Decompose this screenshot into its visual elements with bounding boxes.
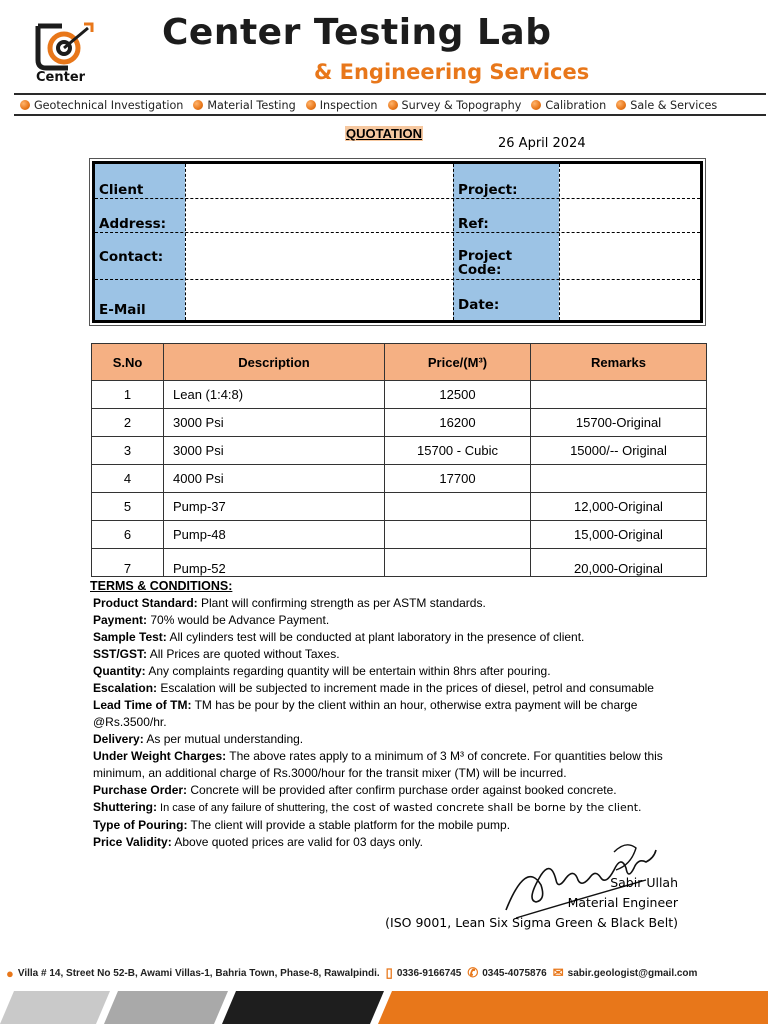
- cell-description: Lean (1:4:8): [164, 381, 385, 409]
- column-header: S.No: [92, 344, 164, 381]
- cell-sno: 3: [92, 437, 164, 465]
- term-type-of-pouring: Type of Pouring: The client will provide a stable platform for the mobile pump.: [93, 818, 511, 832]
- email-icon: ✉: [552, 965, 564, 980]
- footer-phone-1: 0336-9166745: [396, 967, 462, 979]
- grid-line: [185, 164, 186, 320]
- cell-price: 17700: [385, 465, 531, 493]
- cell-description: 3000 Psi: [164, 409, 385, 437]
- footer-contact-bar: [0, 962, 768, 984]
- cell-remarks: 12,000-Original: [531, 493, 707, 521]
- term-sample-test: Sample Test: All cylinders test will be conducted at plant laboratory in the presence of client.: [93, 630, 585, 644]
- whatsapp-icon: ✆: [467, 965, 479, 980]
- mobile-phone-icon: ▯: [385, 965, 393, 980]
- term-price-validity: Price Validity: Above quoted prices are valid for 03 days only.: [93, 835, 423, 849]
- grid-line: [453, 164, 454, 320]
- grid-line: [95, 232, 700, 233]
- cell-description: Pump-48: [164, 521, 385, 549]
- cell-price: 15700 - Cubic: [385, 437, 531, 465]
- terms-title: TERMS & CONDITIONS:: [90, 579, 233, 593]
- bullet-icon: [306, 100, 316, 110]
- bullet-icon: [531, 100, 541, 110]
- company-subtitle: & Engineering Services: [314, 60, 590, 84]
- term-lead-time: Lead Time of TM: TM has be pour by the client within an hour, otherwise extra payment will be charge @Rs.3500/hr.: [93, 698, 638, 729]
- logo-text: Center: [36, 70, 86, 85]
- cell-remarks: 15,000-Original: [531, 521, 707, 549]
- bullet-icon: [193, 100, 203, 110]
- ref-label: Ref:: [458, 216, 489, 232]
- project-code-label: Project Code:: [458, 248, 513, 278]
- document-title: QUOTATION: [345, 126, 423, 141]
- term-quantity: Quantity: Any complaints regarding quantity will be entertain within 8hrs after pouring.: [93, 664, 551, 678]
- project-label: Project:: [458, 182, 518, 198]
- footer-decorative-bars: [0, 991, 768, 1024]
- header-divider: [14, 114, 766, 116]
- cell-sno: 4: [92, 465, 164, 493]
- client-info-box: [92, 161, 703, 323]
- client-label: Client: [99, 182, 144, 198]
- grid-line: [95, 279, 700, 280]
- cell-sno: 7: [92, 549, 164, 577]
- grid-line: [95, 198, 700, 199]
- table-row: [92, 493, 707, 521]
- company-name: Center Testing Lab: [162, 12, 552, 53]
- table-row: [92, 437, 707, 465]
- term-sst-gst: SST/GST: All Prices are quoted without Taxes.: [93, 647, 340, 661]
- price-table: [91, 343, 707, 577]
- service-item: Geotechnical Investigation: [20, 99, 183, 112]
- cell-price: 12500: [385, 381, 531, 409]
- cell-price: 16200: [385, 409, 531, 437]
- cell-sno: 5: [92, 493, 164, 521]
- table-row: [92, 465, 707, 493]
- bullet-icon: [388, 100, 398, 110]
- cell-sno: 1: [92, 381, 164, 409]
- cell-description: Pump-37: [164, 493, 385, 521]
- signatory-name: Sabir Ullah: [610, 875, 678, 890]
- cell-remarks: [531, 465, 707, 493]
- bullet-icon: [616, 100, 626, 110]
- term-under-weight: Under Weight Charges: The above rates apply to a minimum of 3 M³ of concrete. For quantities below this minimum, an additional charge of Rs.3000/hour for the transit mixer (TM) will be incurred.: [93, 749, 663, 780]
- cell-sno: 6: [92, 521, 164, 549]
- signatory-credentials: (ISO 9001, Lean Six Sigma Green & Black Belt): [385, 915, 678, 930]
- cell-sno: 2: [92, 409, 164, 437]
- service-item: Inspection: [306, 99, 378, 112]
- service-item: Material Testing: [193, 99, 295, 112]
- cell-remarks: 20,000-Original: [531, 549, 707, 577]
- services-strip: [20, 97, 766, 113]
- service-item: Calibration: [531, 99, 606, 112]
- date-value: 26 April 2024: [498, 136, 586, 151]
- column-header: Description: [164, 344, 385, 381]
- cell-price: [385, 493, 531, 521]
- grid-line: [559, 164, 560, 320]
- term-purchase-order: Purchase Order: Concrete will be provided after confirm purchase order against booked concrete.: [93, 783, 617, 797]
- service-item: Sale & Services: [616, 99, 717, 112]
- terms-section: [90, 578, 690, 851]
- table-row: [92, 549, 707, 577]
- cell-remarks: [531, 381, 707, 409]
- term-shuttering: Shuttering: In case of any failure of shuttering, the cost of wasted concrete shall be borne by the client.: [93, 800, 642, 814]
- email-label: E-Mail: [99, 302, 146, 318]
- table-row: [92, 381, 707, 409]
- contact-label: Contact:: [99, 249, 164, 265]
- term-escalation: Escalation: Escalation will be subjected to increment made in the prices of diesel, petrol and consumable: [93, 681, 654, 695]
- footer-email: sabir.geologist@gmail.com: [567, 967, 698, 979]
- table-header-row: [92, 344, 707, 381]
- cell-price: [385, 549, 531, 577]
- term-delivery: Delivery: As per mutual understanding.: [93, 732, 304, 746]
- cell-description: Pump-52: [164, 549, 385, 577]
- cell-price: [385, 521, 531, 549]
- cell-description: 3000 Psi: [164, 437, 385, 465]
- date-label: Date:: [458, 297, 500, 313]
- table-row: [92, 521, 707, 549]
- signatory-designation: Material Engineer: [567, 895, 678, 910]
- bullet-icon: [20, 100, 30, 110]
- term-product-standard: Product Standard: Plant will confirming strength as per ASTM standards.: [93, 596, 486, 610]
- footer-address: Villa # 14, Street No 52-B, Awami Villas-1, Bahria Town, Phase-8, Rawalpindi.: [17, 967, 380, 979]
- column-header: Remarks: [531, 344, 707, 381]
- cell-description: 4000 Psi: [164, 465, 385, 493]
- table-row: [92, 409, 707, 437]
- location-pin-icon: ●: [6, 965, 14, 981]
- address-label: Address:: [99, 216, 167, 232]
- header-divider: [14, 93, 766, 95]
- cell-remarks: 15000/-- Original: [531, 437, 707, 465]
- cell-remarks: 15700-Original: [531, 409, 707, 437]
- column-header: Price/(M³): [385, 344, 531, 381]
- footer-phone-2: 0345-4075876: [482, 967, 547, 979]
- service-item: Survey & Topography: [388, 99, 522, 112]
- term-payment: Payment: 70% would be Advance Payment.: [93, 613, 330, 627]
- signature-block: [385, 873, 678, 933]
